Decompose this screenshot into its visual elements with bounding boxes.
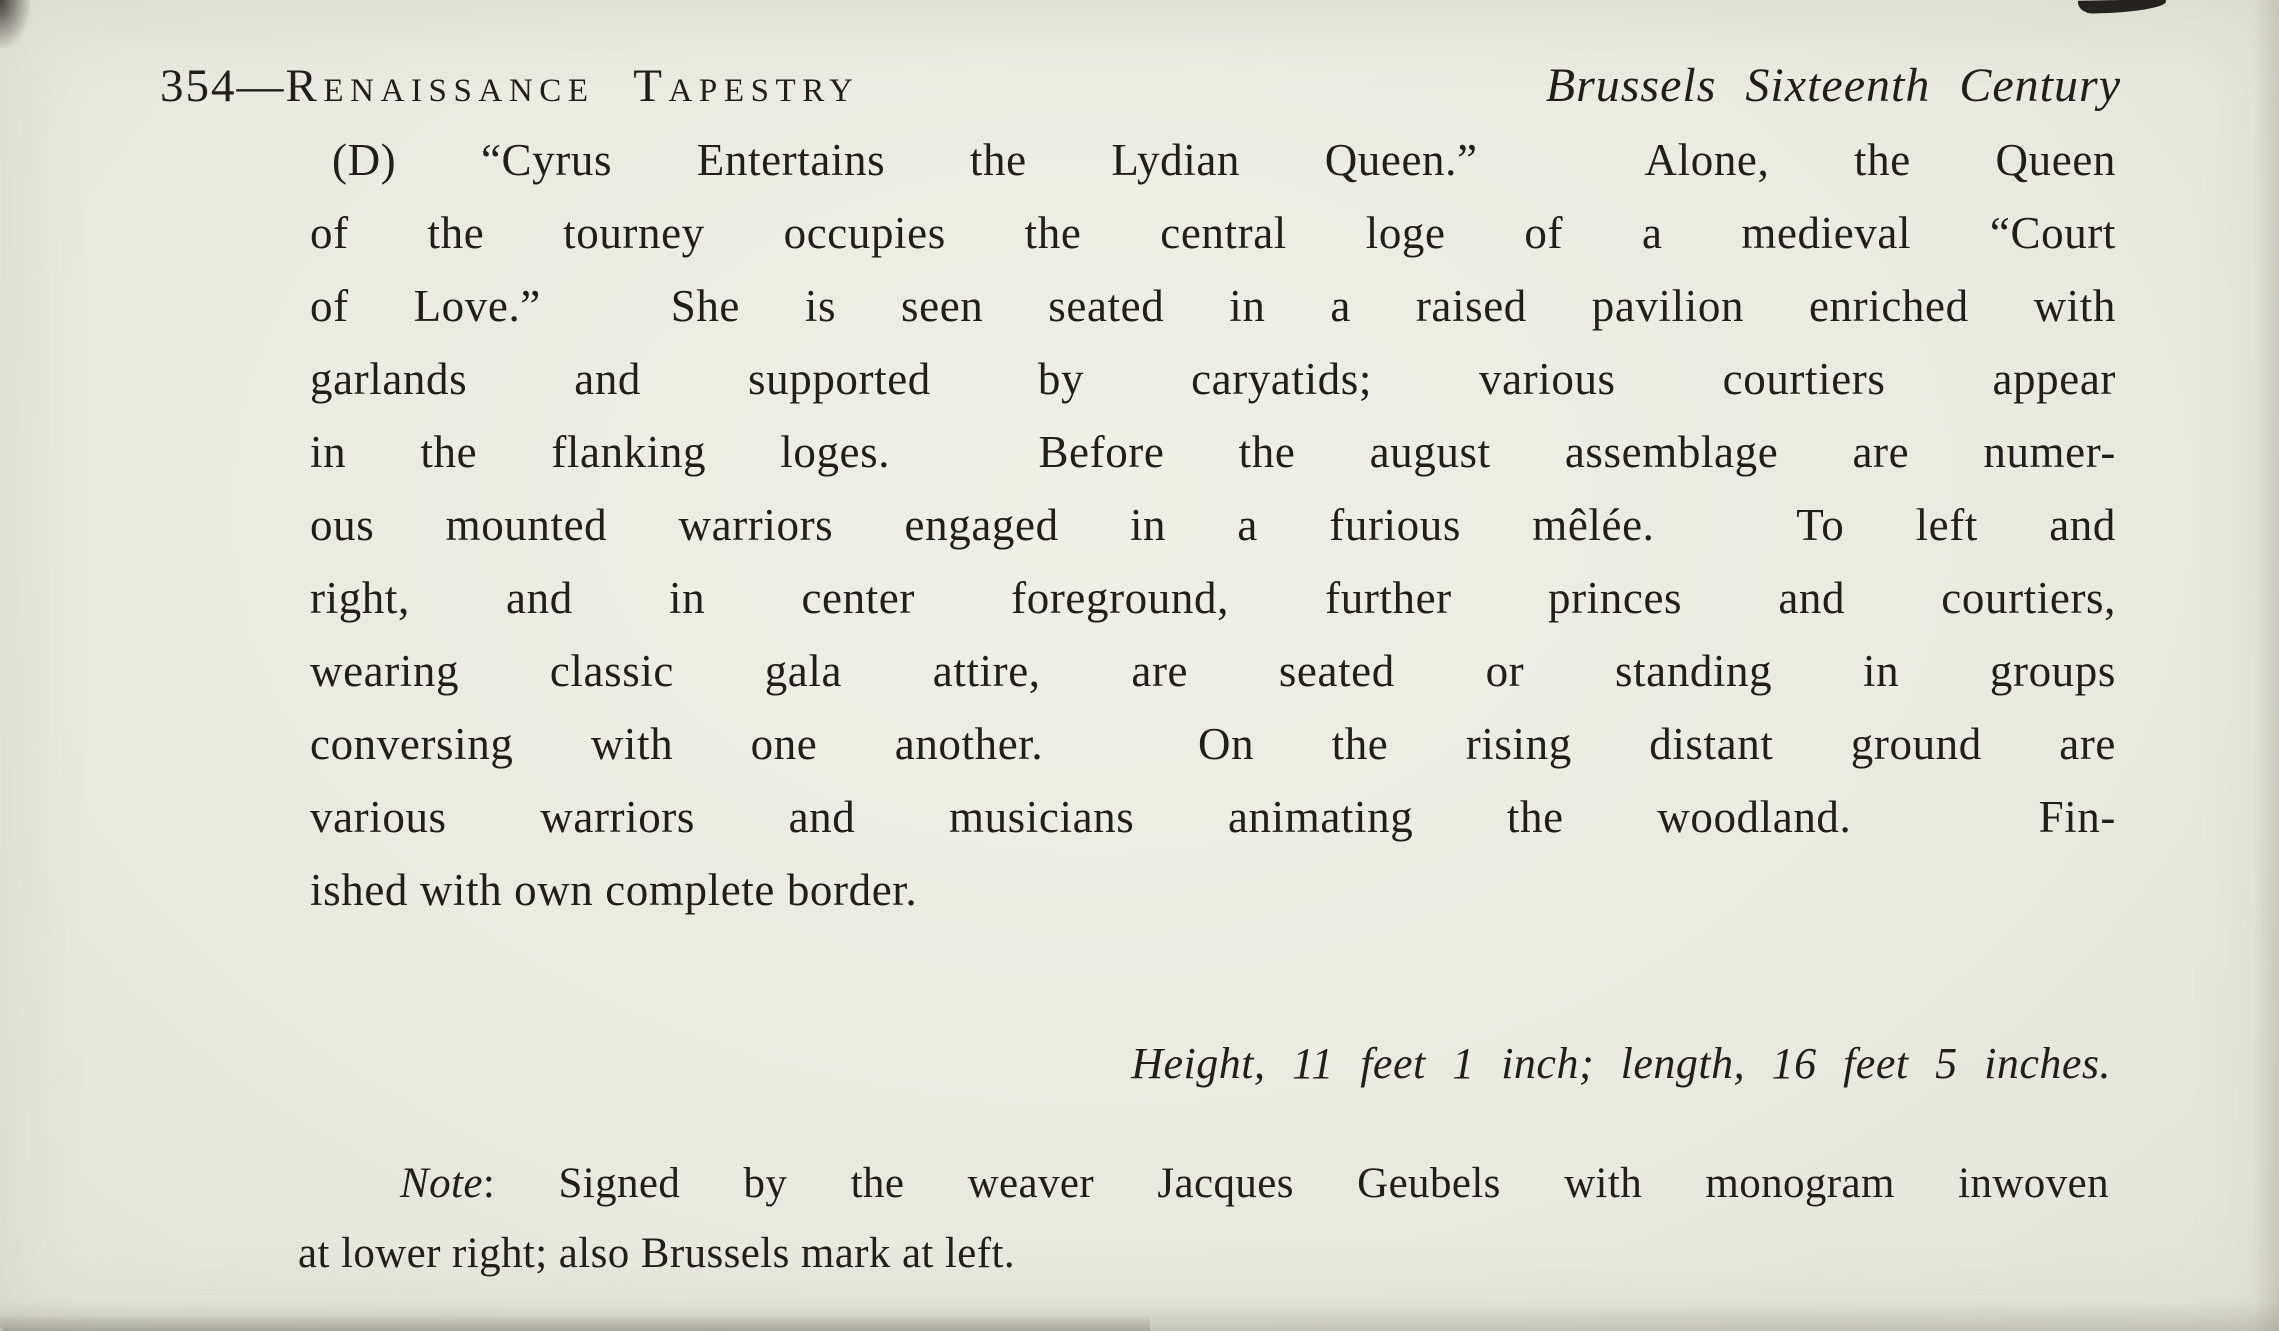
scan-artifact-top-right: [2078, 0, 2166, 14]
page-edge-shadow-bottom-left: [0, 1315, 1150, 1331]
entry-description: [310, 124, 2116, 927]
page-edge-shadow-bottom: [0, 1301, 2279, 1331]
entry-attribution: Brussels Sixteenth Century: [1545, 59, 2121, 112]
entry-note: [298, 1149, 2109, 1289]
description-line: of the tourney occupies the central loge of a medieval “Court: [310, 208, 2116, 258]
dimensions-line: Height, 11 feet 1 inch; length, 16 feet 5 inches.: [1131, 1039, 2111, 1088]
description-line: right, and in center foreground, further princes and courtiers,: [310, 573, 2116, 623]
entry-lot-and-title: [160, 59, 859, 113]
description-line: of Love.” She is seen seated in a raised pavilion enriched with: [310, 281, 2116, 331]
entry-title: Renaissance Tapestry: [285, 60, 860, 112]
description-line: various warriors and musicians animating the woodland. Fin-: [310, 792, 2116, 842]
scan-artifact-top-left: [0, 0, 30, 48]
note-line: [298, 1149, 2109, 1219]
note-text: Signed by the weaver Jacques Geubels with monogram inwoven: [558, 1160, 2109, 1207]
note-separator: :: [482, 1160, 559, 1207]
entry-header: [160, 58, 2121, 116]
note-label: Note: [400, 1160, 483, 1207]
description-line: ished with own complete border.: [310, 865, 918, 915]
description-line: wearing classic gala attire, are seated or standing in groups: [310, 646, 2116, 696]
description-line: in the flanking loges. Before the august assemblage are numer-: [310, 427, 2116, 477]
description-line: conversing with one another. On the rising distant ground are: [310, 719, 2116, 769]
note-line: at lower right; also Brussels mark at left.: [298, 1230, 1015, 1277]
description-line: (D) “Cyrus Entertains the Lydian Queen.” Alone, the Queen: [332, 135, 2116, 185]
lot-dash: —: [236, 60, 286, 112]
lot-number: 354: [160, 60, 237, 112]
description-line: garlands and supported by caryatids; various courtiers appear: [310, 354, 2116, 404]
page-edge-shadow-right: [2253, 0, 2279, 1331]
description-line: ous mounted warriors engaged in a furious mêlée. To left and: [310, 500, 2116, 550]
